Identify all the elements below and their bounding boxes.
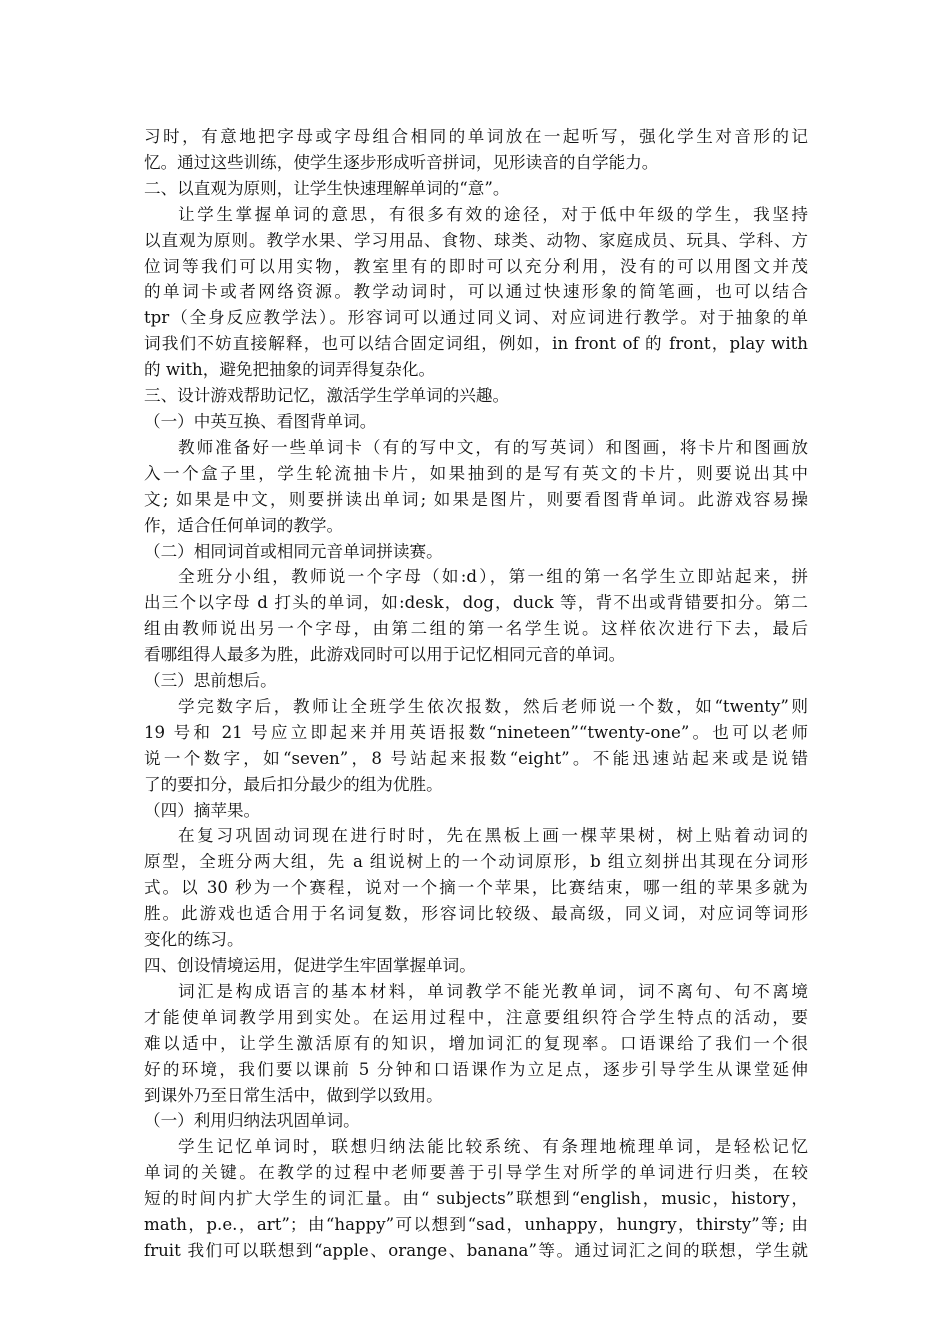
- document-body: [144, 124, 808, 1264]
- section-heading: （二）相同词首或相同元音单词拼读赛。: [144, 541, 443, 561]
- paragraph-line: 单词的关键。在教学的过程中老师要善于引导学生对所学的单词进行归类，在较: [144, 1163, 808, 1183]
- paragraph-line: 式。以 30 秒为一个赛程，说对一个摘一个苹果，比赛结束，哪一组的苹果多就为: [144, 878, 808, 898]
- paragraph-line: 组由教师说出另一个字母，由第二组的第一名学生说。这样依次进行下去，最后: [144, 619, 808, 639]
- paragraph-line: 到课外乃至日常生活中，做到学以致用。: [144, 1085, 443, 1105]
- paragraph-line: math，p.e.，art”；由“happy”可以想到“sad，unhappy，hungry，thirsty”等; 由: [144, 1215, 808, 1235]
- paragraph-line: 的单词卡或者网络资源。教学动词时，可以通过快速形象的简笔画，也可以结合: [144, 282, 808, 302]
- paragraph-line: 胜。此游戏也适合用于名词复数，形容词比较级、最高级，同义词，对应词等词形: [144, 904, 808, 924]
- paragraph-line: 位词等我们可以用实物，教室里有的即时可以充分利用，没有的可以用图文并茂: [144, 256, 808, 276]
- paragraph-line: 文; 如果是中文，则要拼读出单词; 如果是图片，则要看图背单词。此游戏容易操: [144, 489, 808, 509]
- paragraph-line: 学生记忆单词时，联想归纳法能比较系统、有条理地梳理单词，是轻松记忆: [178, 1137, 808, 1157]
- paragraph-line: 变化的练习。: [144, 930, 244, 950]
- paragraph-line: 19 号和 21 号应立即起来并用英语报数“nineteen”“twenty-one”。也可以老师: [144, 722, 808, 742]
- section-heading: （四）摘苹果。: [144, 800, 261, 820]
- section-heading: （一）利用归纳法巩固单词。: [144, 1111, 360, 1131]
- paragraph-line: 教师准备好一些单词卡（有的写中文，有的写英词）和图画，将卡片和图画放: [178, 437, 808, 457]
- paragraph-line: 原型，全班分两大组，先 a 组说树上的一个动词原形，b 组立刻拼出其现在分词形: [144, 852, 808, 872]
- paragraph-line: tpr（全身反应教学法）。形容词可以通过同义词、对应词进行教学。对于抽象的单: [144, 308, 808, 328]
- section-heading: 四、创设情境运用，促进学生牢固掌握单词。: [144, 956, 476, 975]
- paragraph-line: 难以适中，让学生激活原有的知识，增加词汇的复现率。口语课给了我们一个很: [144, 1033, 808, 1053]
- paragraph-line: 好的环境，我们要以课前 5 分钟和口语课作为立足点，逐步引导学生从课堂延伸: [144, 1059, 808, 1079]
- paragraph-line: 才能使单词教学用到实处。在运用过程中，注意要组织符合学生特点的活动，要: [144, 1007, 808, 1027]
- paragraph-line: 习时，有意地把字母或字母组合相同的单词放在一起听写，强化学生对音形的记: [144, 127, 808, 146]
- paragraph-line: 短的时间内扩大学生的词汇量。由“ subjects”联想到“english，music，history，: [144, 1189, 808, 1209]
- section-heading: 三、设计游戏帮助记忆，激活学生学单词的兴趣。: [144, 386, 510, 406]
- paragraph-line: 入一个盒子里，学生轮流抽卡片，如果抽到的是写有英文的卡片，则要说出其中: [144, 463, 808, 483]
- paragraph-line: 词汇是构成语言的基本材料，单词教学不能光教单词，词不离句、句不离境: [178, 981, 808, 1001]
- paragraph-line: 在复习巩固动词现在进行时时，先在黑板上画一棵苹果树，树上贴着动词的: [178, 826, 808, 846]
- paragraph-line: 了的要扣分，最后扣分最少的组为优胜。: [144, 774, 443, 794]
- paragraph-line: 的 with，避免把抽象的词弄得复杂化。: [144, 360, 436, 380]
- paragraph-line: 说一个数字，如“seven”，8 号站起来报数“eight”。不能迅速站起来或是说错: [144, 748, 808, 768]
- paragraph-line: fruit 我们可以联想到“apple、orange、banana”等。通过词汇之间的联想，学生就: [144, 1240, 808, 1260]
- section-heading: （一）中英互换、看图背单词。: [144, 411, 377, 431]
- section-heading: 二、以直观为原则，让学生快速理解单词的“意”。: [144, 178, 510, 198]
- paragraph-line: 词我们不妨直接解释，也可以结合固定词组，例如，in front of 的 front，play with: [144, 334, 808, 354]
- paragraph-line: 全班分小组，教师说一个字母（如:d），第一组的第一名学生立即站起来，拼: [178, 567, 808, 587]
- paragraph-line: 学完数字后，教师让全班学生依次报数，然后老师说一个数，如“twenty”则: [178, 696, 808, 716]
- section-heading: （三）思前想后。: [144, 671, 277, 691]
- paragraph-line: 让学生掌握单词的意思，有很多有效的途径，对于低中年级的学生，我坚持: [178, 204, 808, 224]
- paragraph-line: 出三个以字母 d 打头的单词，如:desk，dog，duck 等，背不出或背错要扣分。第二: [144, 593, 808, 613]
- paragraph-line: 忆。通过这些训练，使学生逐步形成听音拼词，见形读音的自学能力。: [144, 152, 659, 172]
- paragraph-line: 以直观为原则。教学水果、学习用品、食物、球类、动物、家庭成员、玩具、学科、方: [144, 230, 808, 250]
- paragraph-line: 作，适合任何单词的教学。: [144, 515, 344, 535]
- paragraph-line: 看哪组得人最多为胜，此游戏同时可以用于记忆相同元音的单词。: [144, 645, 626, 665]
